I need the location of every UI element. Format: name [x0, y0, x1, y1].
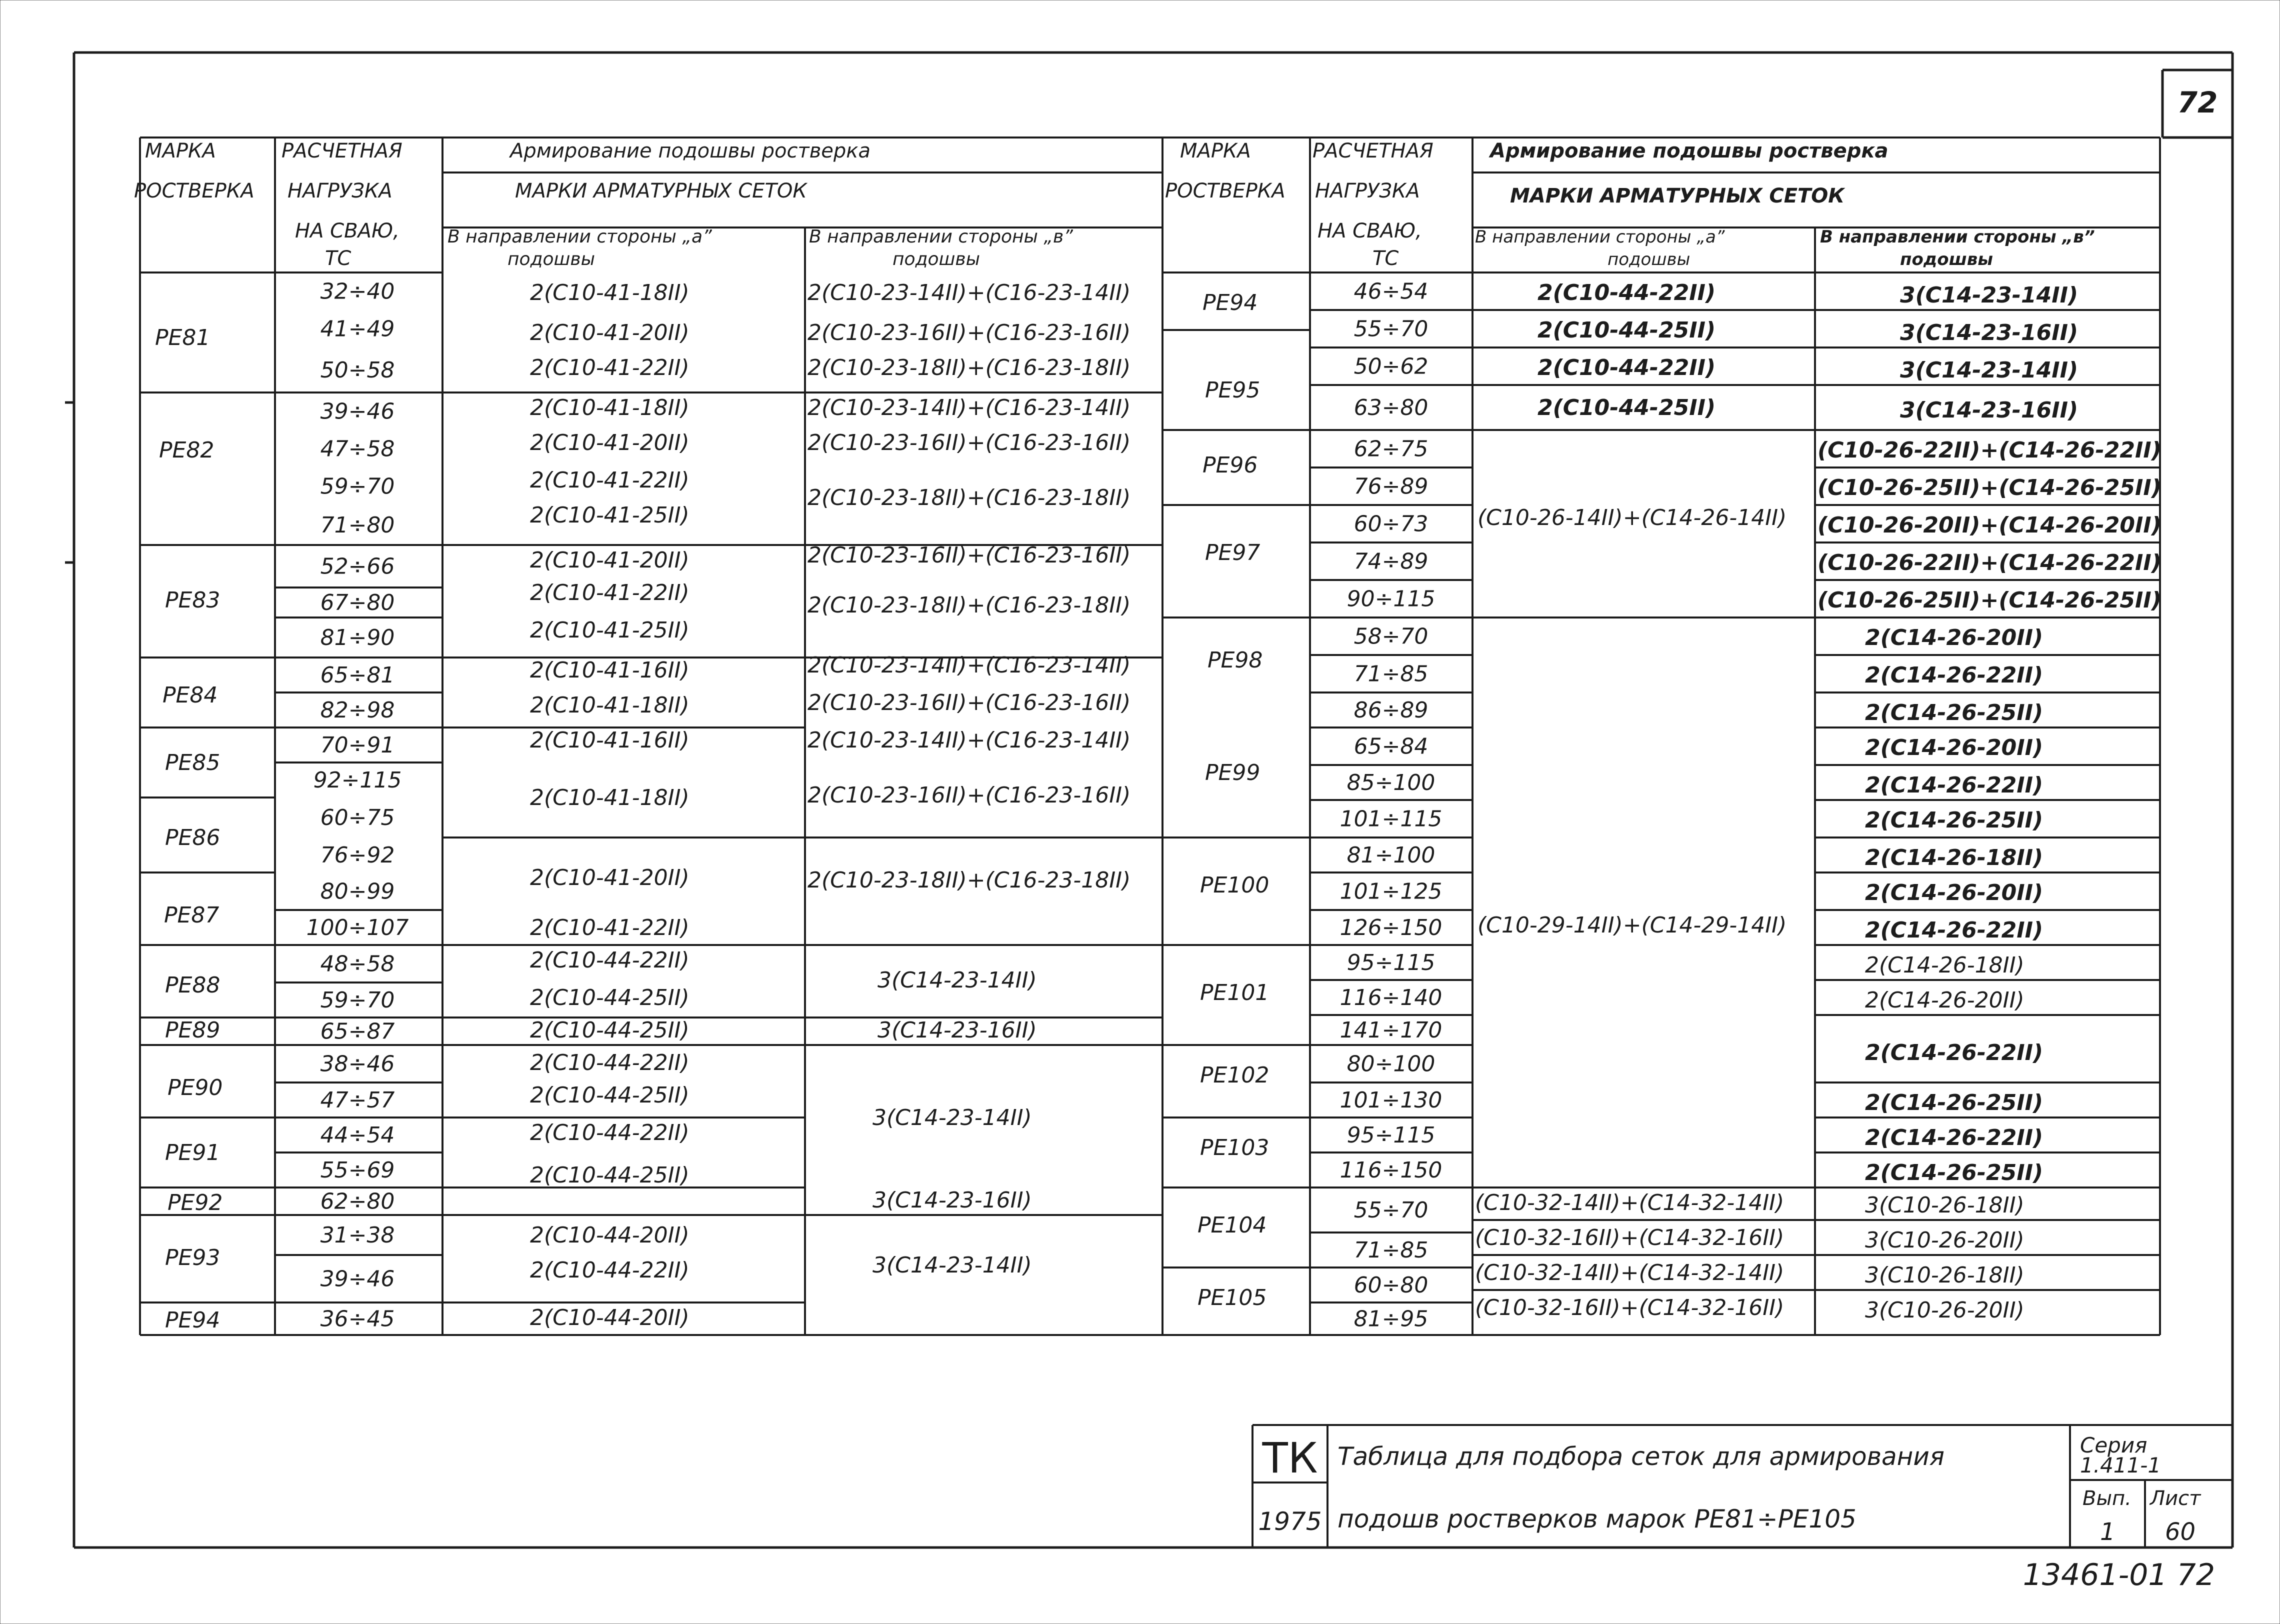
- dir-a-cell: 2(С10-44-25II): [530, 1082, 690, 1108]
- load-cell: 126÷150: [1340, 915, 1442, 940]
- left-loads: [306, 279, 409, 1332]
- right-dir-a: [1475, 280, 1786, 1320]
- title-block: [1258, 1433, 2202, 1546]
- load-cell: 65÷87: [320, 1018, 395, 1044]
- mark-cell: РЕ102: [1200, 1062, 1270, 1088]
- dir-b-cell: 2(С10-23-16II)+(С16-23-16II): [808, 542, 1131, 568]
- dir-b-cell: 3(С10-26-20II): [1865, 1298, 2024, 1323]
- mark-cell: РЕ93: [165, 1245, 220, 1270]
- dir-a-cell: 2(С10-41-22II): [530, 580, 690, 606]
- load-cell: 36÷45: [320, 1306, 395, 1332]
- load-cell: 65÷81: [320, 662, 395, 688]
- dir-a-cell: 2(С10-44-22II): [530, 948, 690, 973]
- dir-b-cell: 3(С14-23-16II): [1900, 320, 2078, 346]
- load-cell: 65÷84: [1354, 734, 1428, 760]
- mark-cell: РЕ88: [165, 972, 220, 998]
- load-cell: 46÷54: [1354, 278, 1428, 304]
- dir-b-cell: 2(С14-26-22II): [1865, 1125, 2044, 1150]
- dir-b-cell: 2(С14-26-18II): [1865, 845, 2044, 870]
- load-cell: 39÷46: [320, 398, 395, 424]
- header-dir-a-2: подошвы: [1608, 250, 1690, 270]
- load-cell: 62÷80: [320, 1188, 395, 1214]
- load-cell: 95÷115: [1346, 1122, 1436, 1148]
- dir-b-cell: 2(С14-26-25II): [1865, 1090, 2044, 1116]
- load-cell: 38÷46: [320, 1051, 395, 1077]
- load-cell: 95÷115: [1346, 950, 1436, 976]
- load-cell: 116÷140: [1340, 985, 1442, 1010]
- dir-a-cell: 2(С10-41-18II): [530, 395, 690, 420]
- load-cell: 80÷99: [320, 878, 395, 904]
- series-label: Серия: [2080, 1433, 2148, 1458]
- dir-a-cell: 2(С10-44-22II): [1538, 280, 1716, 306]
- dir-a-cell: 2(С10-44-22II): [1538, 355, 1716, 380]
- load-cell: 90÷115: [1346, 586, 1436, 612]
- load-cell: 52÷66: [320, 554, 395, 580]
- dir-a-cell: 2(С10-44-22II): [530, 1120, 690, 1146]
- header-load-1: РАСЧЕТНАЯ: [1312, 140, 1434, 162]
- mark-cell: РЕ91: [165, 1140, 220, 1166]
- load-cell: 59÷70: [320, 474, 395, 500]
- dir-a-cell: 2(С10-41-20II): [530, 865, 690, 890]
- dir-b-cell: 3(С14-23-16II): [872, 1188, 1032, 1213]
- load-cell: 62÷75: [1354, 436, 1428, 462]
- dir-a-cell: 2(С10-44-22II): [530, 1050, 690, 1076]
- mark-cell: РЕ89: [165, 1018, 220, 1043]
- dir-b-cell: 2(С14-26-20II): [1865, 880, 2044, 906]
- dir-b-cell: 2(С10-23-16II)+(С16-23-16II): [808, 690, 1131, 716]
- dir-b-cell: 3(С10-26-20II): [1865, 1228, 2024, 1253]
- header-mark-1: МАРКА: [145, 140, 216, 162]
- header-load-4: ТС: [1372, 247, 1399, 270]
- load-cell: 60÷75: [320, 805, 395, 830]
- header-mark-2: РОСТВЕРКА: [134, 180, 254, 202]
- left-dir-b: [808, 280, 1130, 1278]
- header-reinforcement: Армирование подошвы ростверка: [510, 140, 870, 162]
- mark-cell: РЕ81: [155, 325, 210, 350]
- dir-b-cell: 2(С10-23-14II)+(С16-23-14II): [808, 395, 1131, 420]
- load-cell: 101÷115: [1340, 806, 1442, 832]
- dir-b-cell: 3(С14-23-14II): [1900, 282, 2078, 308]
- left-marks: [155, 325, 222, 1333]
- load-cell: 58÷70: [1354, 624, 1428, 650]
- right-marks: [1198, 290, 1269, 1310]
- dir-b-cell: 2(С10-23-14II)+(С16-23-14II): [808, 728, 1131, 753]
- load-cell: 55÷70: [1354, 316, 1428, 342]
- dir-a-cell: (С10-32-16II)+(С14-32-16II): [1475, 1225, 1784, 1250]
- header-dir-a-1: В направлении стороны „а”: [1475, 227, 1725, 247]
- issue-value: 1: [2100, 1518, 2116, 1546]
- right-dir-b: [1818, 282, 2162, 1323]
- page-number: 72: [2177, 86, 2218, 120]
- dir-a-cell: 2(С10-44-25II): [1538, 318, 1716, 343]
- dir-b-cell: 2(С14-26-22II): [1865, 662, 2044, 688]
- load-cell: 74÷89: [1354, 548, 1428, 574]
- title-line-2: подошв ростверков марок РЕ81÷РЕ105: [1338, 1504, 1856, 1534]
- header-load-4: ТС: [325, 247, 352, 270]
- dir-b-cell: 2(С10-23-14II)+(С16-23-14II): [808, 652, 1131, 678]
- header-mark-1: МАРКА: [1180, 140, 1251, 162]
- load-cell: 71÷85: [1354, 661, 1428, 687]
- dir-b-cell: (С10-26-25II)+(С14-26-25II): [1818, 588, 2162, 613]
- tk-label: ТК: [1262, 1434, 1318, 1482]
- mark-cell: РЕ82: [159, 438, 214, 463]
- dir-a-cell: 2(С10-41-18II): [530, 692, 690, 718]
- mark-cell: РЕ105: [1198, 1285, 1267, 1310]
- dir-a-cell: 2(С10-41-20II): [530, 548, 690, 573]
- mark-cell: РЕ87: [164, 902, 220, 928]
- dir-b-cell: 3(С14-23-14II): [1900, 358, 2078, 383]
- header-load-1: РАСЧЕТНАЯ: [282, 140, 402, 162]
- dir-b-cell: 2(С14-26-25II): [1865, 808, 2044, 833]
- load-cell: 86÷89: [1354, 698, 1428, 723]
- header-load-3: НА СВАЮ,: [295, 220, 400, 242]
- load-cell: 48÷58: [320, 951, 395, 977]
- dir-a-cell: 2(С10-41-18II): [530, 785, 690, 810]
- title-line-1: Таблица для подбора сеток для армирования: [1338, 1442, 1944, 1471]
- load-cell: 63÷80: [1354, 395, 1428, 420]
- year: 1975: [1258, 1507, 1322, 1536]
- header-dir-a-2: подошвы: [508, 249, 596, 270]
- load-cell: 55÷70: [1354, 1198, 1428, 1223]
- mark-cell: РЕ101: [1200, 980, 1270, 1006]
- load-cell: 32÷40: [320, 278, 395, 304]
- header-mesh-marks: МАРКИ АРМАТУРНЫХ СЕТОК: [1510, 184, 1845, 208]
- load-cell: 70÷91: [320, 732, 395, 758]
- load-cell: 47÷58: [320, 436, 395, 462]
- dir-a-cell: 2(С10-41-18II): [530, 280, 690, 306]
- header-load-2: НАГРУЗКА: [1315, 180, 1420, 202]
- mark-cell: РЕ94: [1202, 290, 1258, 316]
- load-cell: 116÷150: [1340, 1158, 1442, 1183]
- dir-b-cell: 3(С10-26-18II): [1865, 1192, 2024, 1218]
- dir-a-cell: 2(С10-44-20II): [530, 1222, 690, 1248]
- load-cell: 101÷125: [1340, 878, 1442, 904]
- dir-b-cell: 2(С10-23-18II)+(С16-23-18II): [808, 592, 1131, 618]
- mark-cell: РЕ83: [165, 588, 220, 613]
- load-cell: 59÷70: [320, 988, 395, 1013]
- dir-a-cell: 2(С10-41-25II): [530, 502, 690, 528]
- mark-cell: РЕ92: [168, 1190, 223, 1216]
- dir-a-cell: (С10-32-16II)+(С14-32-16II): [1475, 1295, 1784, 1320]
- mark-cell: РЕ97: [1205, 540, 1260, 566]
- load-cell: 141÷170: [1340, 1018, 1442, 1043]
- dir-b-cell: 2(С10-23-16II)+(С16-23-16II): [808, 320, 1131, 346]
- load-cell: 44÷54: [320, 1122, 395, 1148]
- left-dir-a: [530, 280, 690, 1330]
- mark-cell: РЕ98: [1208, 648, 1263, 673]
- dir-b-cell: 2(С10-23-16II)+(С16-23-16II): [808, 782, 1131, 808]
- sheet-value: 60: [2165, 1518, 2196, 1546]
- load-cell: 71÷80: [320, 512, 395, 538]
- dir-b-cell: 2(С14-26-22II): [1865, 772, 2044, 798]
- header-load-2: НАГРУЗКА: [288, 180, 392, 202]
- header-load-3: НА СВАЮ,: [1318, 220, 1422, 242]
- header-dir-b-2: подошвы: [892, 249, 980, 270]
- issue-label: Вып.: [2082, 1487, 2132, 1510]
- dir-a-cell: 2(С10-41-16II): [530, 728, 690, 753]
- dir-a-cell: (С10-32-14II)+(С14-32-14II): [1475, 1260, 1784, 1286]
- dir-b-cell: 3(С14-23-14II): [878, 968, 1037, 993]
- load-cell: 100÷107: [306, 915, 409, 940]
- load-cell: 76÷89: [1354, 474, 1428, 500]
- dir-b-cell: 2(С14-26-22II): [1865, 918, 2044, 943]
- mark-cell: РЕ96: [1202, 452, 1258, 478]
- load-cell: 31÷38: [320, 1222, 395, 1248]
- load-cell: 60÷80: [1354, 1272, 1428, 1298]
- dir-b-cell: 3(С14-23-16II): [878, 1018, 1037, 1043]
- dir-b-cell: 2(С10-23-16II)+(С16-23-16II): [808, 430, 1131, 456]
- dir-b-cell: 3(С14-23-14II): [872, 1105, 1032, 1130]
- load-cell: 47÷57: [320, 1088, 395, 1113]
- dir-b-cell: 2(С10-23-14II)+(С16-23-14II): [808, 280, 1131, 306]
- load-cell: 55÷69: [320, 1158, 395, 1183]
- header-dir-b-1: В направлении стороны „в”: [1820, 227, 2095, 247]
- load-cell: 60÷73: [1354, 511, 1428, 537]
- load-cell: 81÷100: [1346, 842, 1436, 868]
- dir-b-cell: 2(С14-26-20II): [1865, 735, 2044, 760]
- mark-cell: РЕ100: [1200, 872, 1270, 898]
- load-cell: 50÷62: [1354, 354, 1428, 380]
- load-cell: 39÷46: [320, 1266, 395, 1292]
- dir-b-cell: 2(С10-23-18II)+(С16-23-18II): [808, 355, 1131, 380]
- dir-b-cell: 2(С14-26-18II): [1865, 952, 2024, 978]
- load-cell: 67÷80: [320, 590, 395, 616]
- dir-a-cell: 2(С10-41-22II): [530, 355, 690, 380]
- mark-cell: РЕ84: [162, 682, 218, 708]
- header-reinforcement: Армирование подошвы ростверка: [1490, 140, 1888, 162]
- load-cell: 50÷58: [320, 358, 395, 383]
- archive-number: 13461-01 72: [2022, 1558, 2215, 1592]
- dir-a-cell: 2(С10-41-22II): [530, 468, 690, 493]
- dir-a-cell: 2(С10-41-16II): [530, 658, 690, 683]
- mark-cell: РЕ95: [1205, 378, 1260, 403]
- dir-a-cell: 2(С10-44-22II): [530, 1258, 690, 1283]
- dir-b-cell: 2(С14-26-25II): [1865, 1160, 2044, 1186]
- dir-a-cell: (С10-29-14II)+(С14-29-14II): [1478, 912, 1787, 938]
- dir-b-cell: (С10-26-22II)+(С14-26-22II): [1818, 438, 2162, 463]
- mark-cell: РЕ103: [1200, 1135, 1270, 1160]
- dir-b-cell: (С10-26-22II)+(С14-26-22II): [1818, 550, 2162, 576]
- mark-cell: РЕ90: [168, 1075, 223, 1100]
- load-cell: 81÷90: [320, 625, 395, 650]
- dir-b-cell: 2(С14-26-22II): [1865, 1040, 2044, 1066]
- dir-a-cell: 2(С10-44-25II): [1538, 395, 1716, 420]
- load-cell: 101÷130: [1340, 1088, 1442, 1113]
- dir-b-cell: (С10-26-25II)+(С14-26-25II): [1818, 475, 2162, 500]
- dir-b-cell: 3(С14-23-16II): [1900, 398, 2078, 423]
- mark-cell: РЕ85: [165, 750, 220, 776]
- dir-a-cell: 2(С10-44-25II): [530, 985, 690, 1010]
- dir-a-cell: 2(С10-41-22II): [530, 915, 690, 940]
- dir-a-cell: 2(С10-41-25II): [530, 618, 690, 643]
- load-cell: 76÷92: [320, 842, 395, 868]
- dir-a-cell: 2(С10-41-20II): [530, 320, 690, 346]
- dir-a-cell: 2(С10-41-20II): [530, 430, 690, 456]
- mark-cell: РЕ99: [1205, 760, 1260, 786]
- dir-a-cell: 2(С10-44-25II): [530, 1162, 690, 1188]
- dir-b-cell: (С10-26-20II)+(С14-26-20II): [1818, 512, 2162, 538]
- load-cell: 85÷100: [1346, 770, 1436, 796]
- dir-b-cell: 3(С14-23-14II): [872, 1252, 1032, 1278]
- series-value: 1.411-1: [2080, 1453, 2162, 1478]
- sheet-label: Лист: [2150, 1487, 2201, 1510]
- header-mark-2: РОСТВЕРКА: [1165, 180, 1286, 202]
- header-dir-b-1: В направлении стороны „в”: [809, 226, 1073, 247]
- dir-b-cell: 2(С14-26-20II): [1865, 625, 2044, 650]
- load-cell: 81÷95: [1354, 1306, 1428, 1332]
- right-table-header: [1165, 140, 2095, 270]
- dir-a-cell: (С10-26-14II)+(С14-26-14II): [1478, 505, 1787, 530]
- load-cell: 92÷115: [313, 768, 402, 793]
- dir-b-cell: 2(С14-26-25II): [1865, 700, 2044, 726]
- dir-a-cell: (С10-32-14II)+(С14-32-14II): [1475, 1190, 1784, 1216]
- header-dir-a-1: В направлении стороны „а”: [448, 226, 712, 247]
- mark-cell: РЕ94: [165, 1308, 220, 1333]
- header-dir-b-2: подошвы: [1900, 250, 1994, 270]
- mark-cell: РЕ104: [1198, 1212, 1267, 1238]
- header-mesh-marks: МАРКИ АРМАТУРНЫХ СЕТОК: [515, 180, 807, 202]
- dir-a-cell: 2(С10-44-25II): [530, 1018, 690, 1043]
- load-cell: 71÷85: [1354, 1238, 1428, 1263]
- mark-cell: РЕ86: [165, 825, 220, 850]
- load-cell: 82÷98: [320, 698, 395, 723]
- dir-a-cell: 2(С10-44-20II): [530, 1305, 690, 1330]
- dir-b-cell: 2(С10-23-18II)+(С16-23-18II): [808, 485, 1131, 510]
- dir-b-cell: 2(С14-26-20II): [1865, 988, 2024, 1013]
- dir-b-cell: 2(С10-23-18II)+(С16-23-18II): [808, 868, 1131, 893]
- right-loads: [1340, 279, 1442, 1332]
- dir-b-cell: 3(С10-26-18II): [1865, 1262, 2024, 1288]
- load-cell: 80÷100: [1346, 1051, 1436, 1077]
- load-cell: 41÷49: [320, 316, 395, 342]
